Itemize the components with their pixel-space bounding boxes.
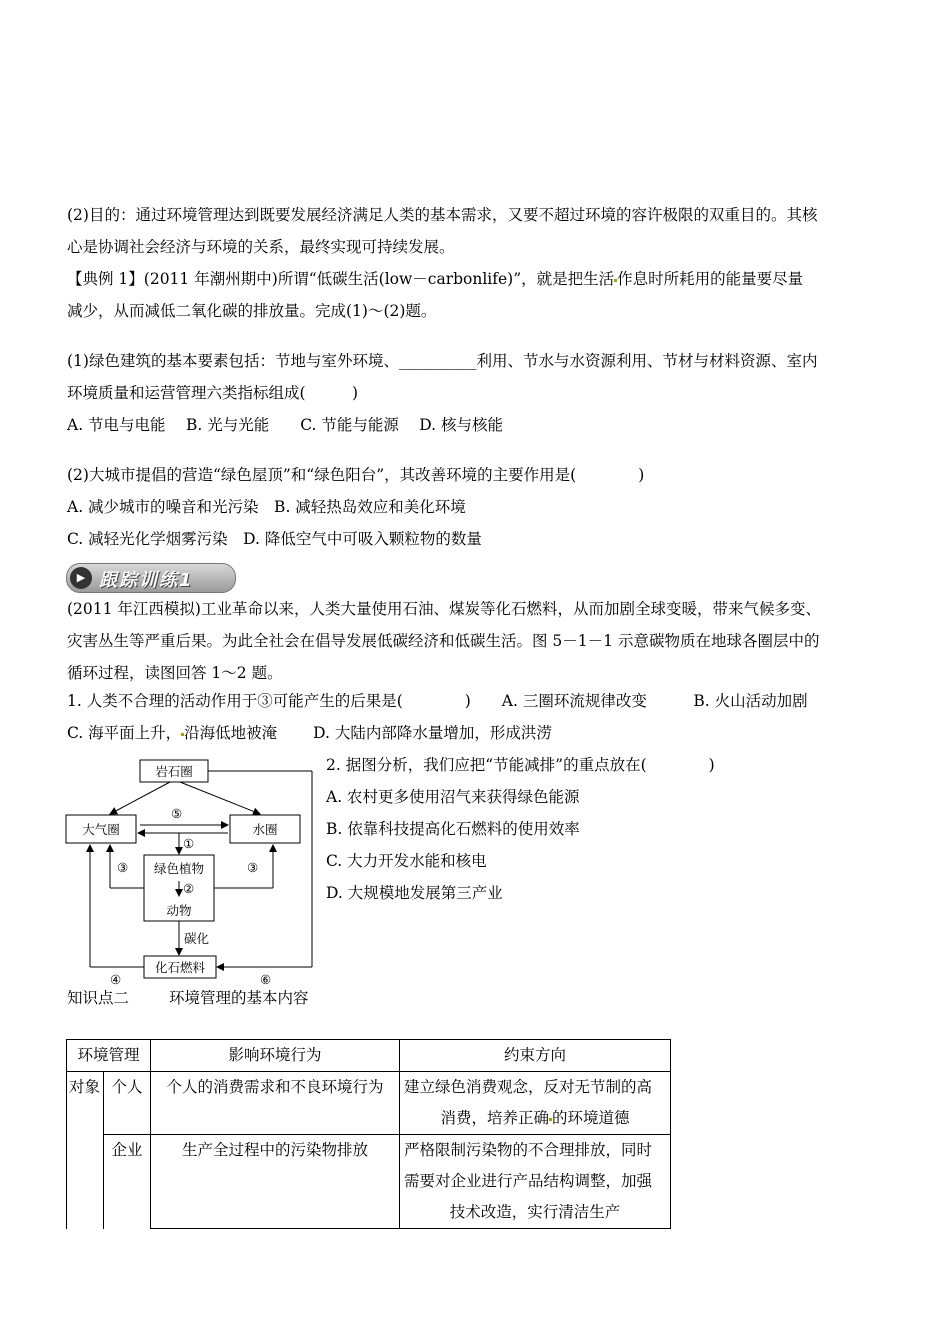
play-icon: ▶ <box>70 567 92 589</box>
individual-direction-2a: 消费，培养正确 <box>440 1109 549 1127</box>
training-q2-option-a: A. 农村更多使用沼气来获得绿色能源 <box>326 788 580 806</box>
purpose-line-2: 心是协调社会经济与环境的关系，最终实现可持续发展。 <box>67 238 455 256</box>
marker-6: ⑥ <box>260 972 272 987</box>
marker-3-right: ③ <box>247 860 259 875</box>
fossil-fuel-label: 化石燃料 <box>154 960 206 975</box>
table-header-row <box>67 1040 671 1072</box>
object-cell: 对象 <box>67 1072 104 1229</box>
enterprise-behavior-cell: 生产全过程中的污染物排放 <box>151 1135 400 1229</box>
purpose-line-1: (2)目的：通过环境管理达到既要发展经济满足人类的基本需求，又要不超过环境的容许极限的双重目的。其核 <box>67 206 818 224</box>
training-q2-option-b: B. 依靠科技提高化石燃料的使用效率 <box>326 820 580 838</box>
carbon-cycle-diagram <box>60 758 322 988</box>
marker-3-left: ③ <box>117 860 129 875</box>
table-row <box>67 1135 671 1229</box>
training-q1-line-2 <box>67 723 552 743</box>
q1-option-c-b: 沿海低地被淹 D. 大陆内部降水量增加，形成洪涝 <box>184 724 552 742</box>
individual-cell: 个人 <box>104 1072 151 1135</box>
question2-line-1: (2)大城市提倡的营造“绿色屋顶”和“绿色阳台”，其改善环境的主要作用是( ) <box>67 466 645 484</box>
question1-options: A. 节电与电能 B. 光与光能 C. 节能与能源 D. 核与核能 <box>67 416 504 434</box>
knowledge-point-title: 环境管理的基本内容 <box>169 989 309 1007</box>
example-text-b: 作息时所耗用的能量要尽量 <box>617 270 804 288</box>
table-row <box>67 1072 671 1135</box>
header-management: 环境管理 <box>67 1040 151 1072</box>
question1-line-2: 环境质量和运营管理六类指标组成( ) <box>67 384 359 402</box>
individual-behavior-cell: 个人的消费需求和不良环境行为 <box>151 1072 400 1135</box>
marker-2: ② <box>183 881 195 896</box>
individual-direction-line-1: 建立绿色消费观念，反对无节制的高 <box>404 1078 653 1096</box>
individual-direction-cell <box>400 1072 671 1135</box>
knowledge-point-heading <box>67 988 309 1008</box>
enterprise-direction-line-2: 需要对企业进行产品结构调整，加强 <box>404 1172 653 1190</box>
question2-options-ab: A. 减少城市的噪音和光污染 B. 减轻热岛效应和美化环境 <box>67 498 466 516</box>
animals-label: 动物 <box>166 903 192 918</box>
marker-5: ⑤ <box>171 806 183 821</box>
tracking-training-badge <box>66 563 236 593</box>
training-q2-option-d: D. 大规模地发展第三产业 <box>326 884 503 902</box>
training-line-3: 循环过程，读图回答 1～2 题。 <box>67 664 283 682</box>
header-direction: 约束方向 <box>400 1040 671 1072</box>
hydrosphere-label: 水圈 <box>252 822 278 837</box>
marker-4: ④ <box>110 972 122 987</box>
training-q2-stem: 2. 据图分析，我们应把“节能减排”的重点放在( ) <box>326 756 715 774</box>
individual-direction-2b: 的环境道德 <box>552 1109 630 1127</box>
training-line-2: 灾害丛生等严重后果。为此全社会在倡导发展低碳经济和低碳生活。图 5－1－1 示意碳物质在地球各圈层中的 <box>67 632 820 650</box>
enterprise-cell: 企业 <box>104 1135 151 1229</box>
environment-management-table <box>66 1039 671 1229</box>
training-line-1: (2011 年江西模拟)工业革命以来，人类大量使用石油、煤炭等化石燃料，从而加剧全球变暖，带来气候多变、 <box>67 600 821 618</box>
enterprise-direction-line-3: 技术改造，实行清洁生产 <box>449 1203 621 1221</box>
header-behavior: 影响环境行为 <box>151 1040 400 1072</box>
enterprise-direction-cell <box>400 1135 671 1229</box>
training-q2-option-c: C. 大力开发水能和核电 <box>326 852 487 870</box>
marker-1: ① <box>183 836 195 851</box>
carbonize-label: 碳化 <box>184 931 210 946</box>
enterprise-direction-line-1: 严格限制污染物的不合理排放，同时 <box>404 1141 653 1159</box>
individual-direction-line-2 <box>404 1103 666 1134</box>
question1-line-1: (1)绿色建筑的基本要素包括：节地与室外环境、__________利用、节水与水资源利用、节材与材料资源、室内 <box>67 352 818 370</box>
example-line-1 <box>67 269 803 289</box>
example-line-2: 减少，从而减低二氧化碳的排放量。完成(1)～(2)题。 <box>67 302 437 320</box>
question2-options-cd: C. 减轻光化学烟雾污染 D. 降低空气中可吸入颗粒物的数量 <box>67 530 482 548</box>
badge-label: 跟踪训练1 <box>99 570 194 591</box>
q1-option-c-a: C. 海平面上升， <box>67 724 182 742</box>
training-q1-line-1: 1. 人类不合理的活动作用于③可能产生的后果是( ) A. 三圈环流规律改变 B. 火山活动加剧 <box>67 692 808 710</box>
knowledge-point-label: 知识点二 <box>67 989 130 1007</box>
plants-label: 绿色植物 <box>153 861 205 876</box>
example-text-a: 【典例 1】(2011 年潮州期中)所谓“低碳生活(low－carbonlife)”，就是把生活 <box>67 270 615 288</box>
lithosphere-label: 岩石圈 <box>155 764 193 779</box>
atmosphere-label: 大气圈 <box>82 822 120 837</box>
